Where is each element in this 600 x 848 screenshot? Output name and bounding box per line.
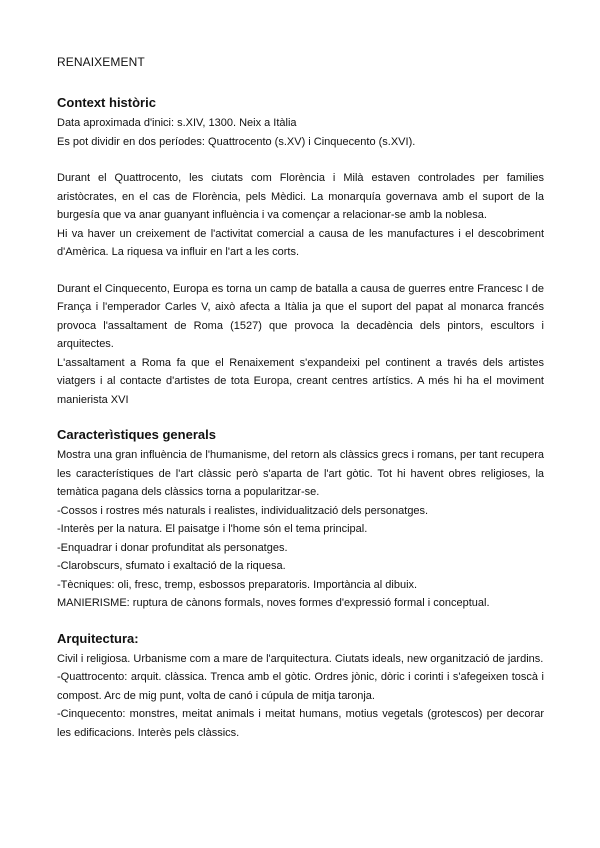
paragraph: Civil i religiosa. Urbanisme com a mare de l'arquitectura. Ciutats ideals, new organització de jardins. xyxy=(57,652,544,665)
section-arquitectura xyxy=(57,631,544,743)
list-item: -Interès per la natura. El paisatge i l'home són el tema principal. xyxy=(57,523,368,535)
section-spacer xyxy=(57,613,544,631)
paragraph: L'assaltament a Roma fa que el Renaixement s'expandeixi pel continent a través dels artistes viatgers i al contacte d'artistes de tota Europa, creant centres artístics. A més hi ha el moviment manierista XVI xyxy=(57,356,544,406)
section-spacer xyxy=(57,409,544,427)
section-heading: Caracterìstiques generals xyxy=(57,427,216,442)
blank-line xyxy=(57,262,544,280)
list-item: -Quattrocento: arquit. clàssica. Trenca amb el gòtic. Ordres jònic, dòric i corinti i s'afegeixen toscà i compost. Arc de mig punt, volta de canó i cúpula de mitja taronja. xyxy=(57,671,544,702)
paragraph: Data aproximada d'inici: s.XIV, 1300. Neix a Itàlia xyxy=(57,117,297,129)
paragraph: Mostra una gran influència de l'humanisme, del retorn als clàssics grecs i romans, per tant recupera les característiques de l'art clàssic però s'aparta de l'art gòtic. Tot hi havent obres religioses, la temàtica pagana dels clàssics torna a popularitzar-se. xyxy=(57,449,544,498)
paragraph: Es pot dividir en dos períodes: Quattrocento (s.XV) i Cinquecento (s.XVI). xyxy=(57,135,416,148)
document-title: RENAIXEMENT xyxy=(57,55,145,69)
list-item: -Cossos i rostres més naturals i realistes, individualització dels personatges. xyxy=(57,504,429,517)
list-item: -Enquadrar i donar profunditat als personatges. xyxy=(57,541,288,554)
paragraph: Hi va haver un creixement de l'activitat comercial a causa de les manufactures i el descobriment d'Amèrica. La riquesa va influir en l'art a les corts. xyxy=(57,227,544,258)
section-context-historic xyxy=(57,95,544,409)
blank-line xyxy=(57,151,544,169)
section-caracteristiques-generals xyxy=(57,427,544,613)
paragraph: Durant el Quattrocento, les ciutats com Florència i Milà estaven controlades per families aristòcrates, en el cas de Florència, pels Mèdici. La monarquía governava amb el suport de la burgesía que va anar guanyant influència i va començar a relacionar-se amb la noblesa. xyxy=(57,172,544,221)
list-item: -Cinquecento: monstres, meitat animals i meitat humans, motius vegetals (grotescos) per decorar les edificacions. Interès pels clàssics. xyxy=(57,708,544,739)
paragraph: Durant el Cinquecento, Europa es torna un camp de batalla a causa de guerres entre Francesc I de França i l'emperador Carles V, això afecta a Itàlia ja que el suport del papat al monarca francés provoca l'assaltament de Roma (1527) que provoca la decadència dels pintors, escultors i arquitectes. xyxy=(57,282,544,350)
list-item: -Tècniques: oli, fresc, tremp, esbossos preparatoris. Importància al dibuix. xyxy=(57,578,418,591)
section-heading: Context històric xyxy=(57,95,156,110)
list-item: -Clarobscurs, sfumato i exaltació de la riquesa. xyxy=(57,560,286,572)
paragraph: MANIERISME: ruptura de cànons formals, noves formes d'expressió formal i conceptual. xyxy=(57,597,490,609)
section-heading: Arquitectura: xyxy=(57,630,139,646)
